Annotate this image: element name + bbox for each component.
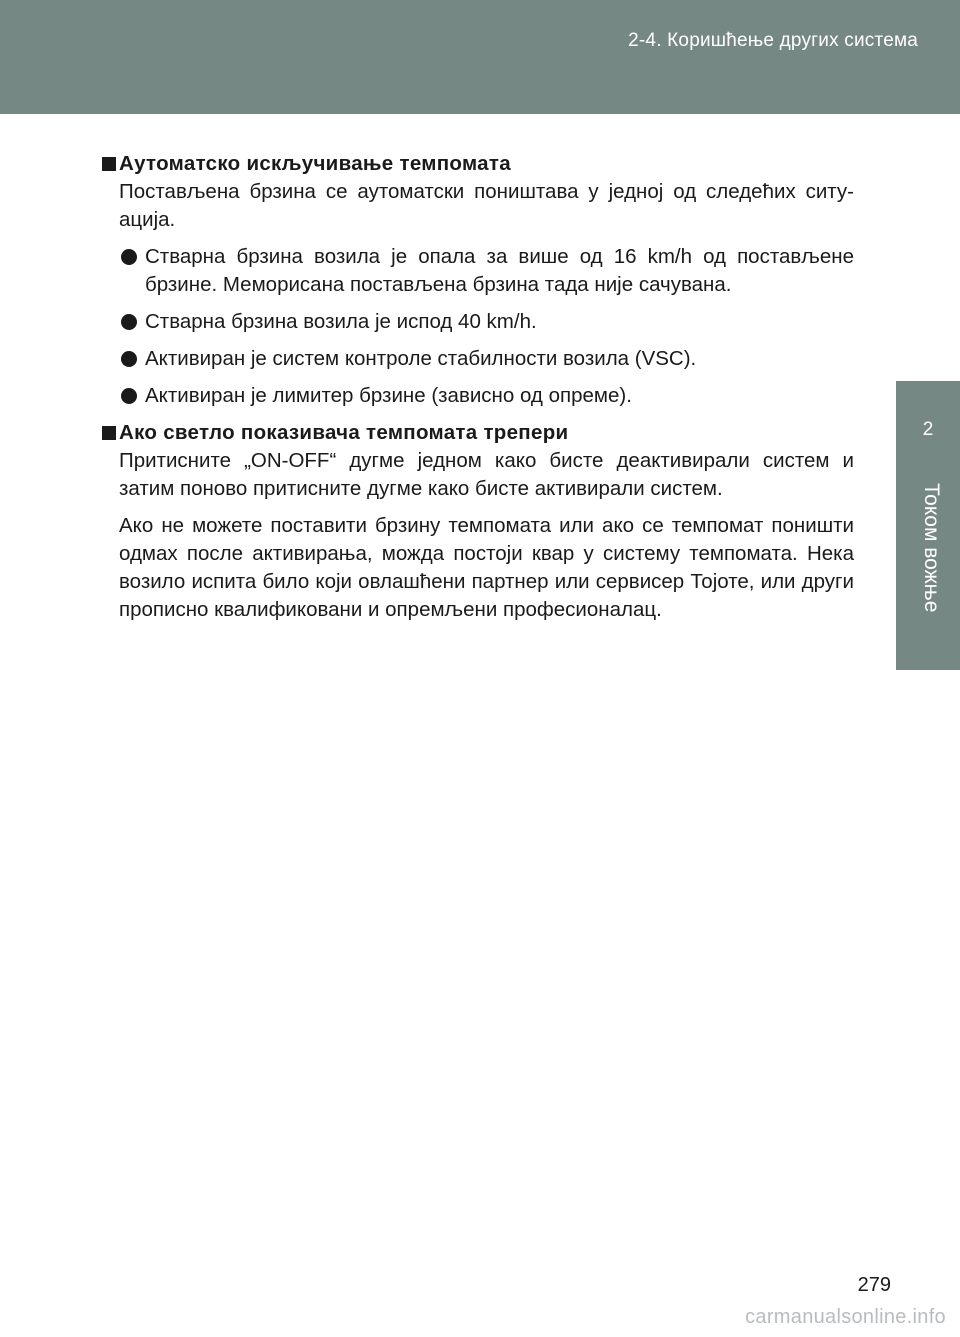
round-bullet-icon xyxy=(121,351,137,367)
chapter-side-tab xyxy=(896,381,960,670)
section-heading xyxy=(99,150,854,178)
paragraph: Притисните „ON-OFF“ дугме једном како бисте деактивирали систем и затим поново притисните дугме како бисте активирали систем. xyxy=(119,449,854,500)
chapter-title: 2-4. Коришћење других система xyxy=(628,30,918,51)
section-auto-cancel xyxy=(99,150,854,410)
list-item-text: Стварна брзина возила је испод 40 km/h. xyxy=(145,310,537,333)
list-item xyxy=(119,243,854,299)
round-bullet-icon xyxy=(121,249,137,265)
chapter-label: Током вожње xyxy=(920,483,943,613)
list-item xyxy=(119,345,854,373)
section-heading-text: Ако светло показивача темпомата трепери xyxy=(119,421,569,444)
list-item xyxy=(119,382,854,410)
section-indicator-blinking xyxy=(99,419,854,624)
section-heading xyxy=(99,419,854,447)
main-content xyxy=(99,150,854,633)
square-bullet-icon xyxy=(102,157,116,171)
section-heading-text: Аутоматско искључивање темпомата xyxy=(119,152,511,175)
square-bullet-icon xyxy=(102,426,116,440)
bullet-list xyxy=(119,243,854,410)
list-item xyxy=(119,308,854,336)
list-item-text: Активиран је систем контроле стабилности возила (VSC). xyxy=(145,347,697,370)
list-item-text: Стварна брзина возила је опала за више од 16 km/h од постављене брзине. Меморисана постављена брзина тада није сачувана. xyxy=(145,245,854,296)
header-band xyxy=(0,0,960,114)
watermark: carmanualsonline.info xyxy=(745,1306,946,1328)
round-bullet-icon xyxy=(121,314,137,330)
chapter-number: 2 xyxy=(922,419,934,440)
list-item-text: Активиран је лимитер брзине (зависно од опреме). xyxy=(145,384,632,407)
page-number: 279 xyxy=(857,1274,891,1296)
round-bullet-icon xyxy=(121,388,137,404)
paragraph: Постављена брзина се аутоматски поништава у једној од следећих ситу-ација. xyxy=(119,180,854,231)
paragraph: Ако не можете поставити брзину темпомата или ако се темпомат поништи одмах после активирања, можда постоји квар у систему темпомата. Нека возило испита било који овлашћени партнер или сервисер Тојоте, или други прописно квалификовани и опремљени професионалац. xyxy=(119,514,854,621)
